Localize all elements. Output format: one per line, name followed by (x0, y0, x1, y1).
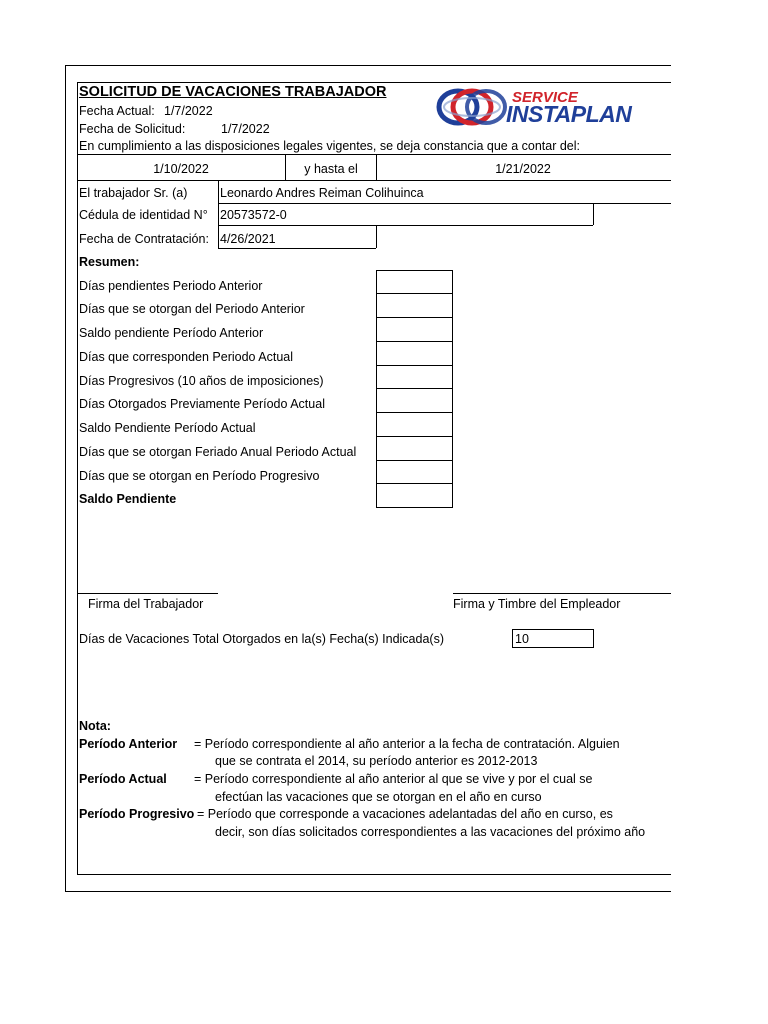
resumen-row-label: Días Otorgados Previamente Período Actual (79, 397, 325, 411)
resumen-value-box[interactable] (376, 317, 453, 342)
trabajador-row-bottom (218, 203, 671, 204)
trabajador-field[interactable]: Leonardo Andres Reiman Colihuinca (220, 186, 424, 200)
periodo-progresivo-text-2: decir, son días solicitados correspondientes a las vacaciones del próximo año (215, 825, 646, 839)
firma-trabajador-label: Firma del Trabajador (88, 597, 204, 611)
periodo-actual-text: = Período correspondiente al año anterior al que se vive y por el cual se (194, 772, 593, 786)
form-frame-bottom (77, 874, 671, 875)
contratacion-field-right (376, 225, 377, 248)
form-frame-left (77, 82, 78, 874)
resumen-value-box[interactable] (376, 365, 453, 389)
cedula-label: Cédula de identidad N° (79, 208, 208, 222)
resumen-value-box[interactable] (376, 412, 453, 437)
periodo-progresivo-label: Período Progresivo (79, 807, 195, 821)
saldo-pendiente-label: Saldo Pendiente (79, 492, 177, 506)
resumen-row-label: Saldo pendiente Período Anterior (79, 326, 264, 340)
date-row-top (77, 154, 671, 155)
saldo-pendiente-box[interactable] (376, 483, 453, 508)
firma-empleador-line (453, 593, 671, 594)
fecha-desde-field[interactable]: 1/10/2022 (153, 162, 209, 176)
periodo-progresivo-text: = Período que corresponde a vacaciones adelantadas del año en curso, es (197, 807, 613, 821)
fecha-actual-value: 1/7/2022 (164, 104, 213, 118)
periodo-actual-label: Período Actual (79, 772, 167, 786)
outer-frame-top (65, 65, 671, 66)
form-title: SOLICITUD DE VACACIONES TRABAJADOR (79, 84, 387, 100)
trabajador-label: El trabajador Sr. (a) (79, 186, 188, 200)
fecha-solicitud-label: Fecha de Solicitud: (79, 122, 186, 136)
resumen-row-label: Días Progresivos (10 años de imposiciones) (79, 374, 324, 388)
resumen-value-box[interactable] (376, 293, 453, 318)
contratacion-label: Fecha de Contratación: (79, 232, 209, 246)
form-frame-top (77, 82, 671, 83)
periodo-anterior-text-2: que se contrata el 2014, su período anterior es 2012-2013 (215, 754, 538, 768)
resumen-value-box[interactable] (376, 270, 453, 294)
periodo-anterior-label: Período Anterior (79, 737, 178, 751)
resumen-row-label: Días pendientes Periodo Anterior (79, 279, 263, 293)
cedula-field-right (593, 203, 594, 225)
resumen-row-label: Días que corresponden Periodo Actual (79, 350, 294, 364)
trabajador-field-left (218, 180, 219, 203)
resumen-row-label: Días que se otorgan Feriado Anual Periodo Actual (79, 445, 357, 459)
resumen-row-label: Días que se otorgan del Periodo Anterior (79, 302, 305, 316)
resumen-row-label: Días que se otorgan en Período Progresivo (79, 469, 320, 483)
contratacion-field[interactable]: 4/26/2021 (220, 232, 276, 246)
resumen-value-box[interactable] (376, 460, 453, 484)
logo-text-instaplan: INSTAPLAN (506, 101, 632, 127)
outer-frame-left (65, 65, 66, 891)
cedula-field-left (218, 203, 219, 225)
total-dias-value: 10 (515, 632, 529, 646)
resumen-value-box[interactable] (376, 341, 453, 366)
date-row-bottom (77, 180, 671, 181)
outer-frame-bottom (65, 891, 671, 892)
periodo-anterior-text: = Período correspondiente al año anterior a la fecha de contratación. Alguien (194, 737, 620, 751)
cedula-field-bottom (218, 225, 593, 226)
periodo-actual-text-2: efectúan las vacaciones que se otorgan en el año en curso (215, 790, 542, 804)
fecha-hasta-field[interactable]: 1/21/2022 (495, 162, 551, 176)
fecha-actual-label: Fecha Actual: (79, 104, 155, 118)
resumen-value-box[interactable] (376, 388, 453, 413)
firma-trabajador-line (77, 593, 218, 594)
resumen-row-label: Saldo Pendiente Período Actual (79, 421, 256, 435)
hasta-label: y hasta el (304, 162, 358, 176)
logo-text-service: SERVICE (512, 89, 578, 106)
firma-empleador-label: Firma y Timbre del Empleador (453, 597, 621, 611)
nota-heading: Nota: (79, 719, 111, 733)
total-dias-label: Días de Vacaciones Total Otorgados en la(s) Fecha(s) Indicada(s) (79, 632, 444, 646)
cumplimiento-text: En cumplimiento a las disposiciones legales vigentes, se deja constancia que a contar del: (79, 139, 580, 153)
contratacion-field-left (218, 225, 219, 248)
resumen-value-box[interactable] (376, 436, 453, 461)
fecha-solicitud-value: 1/7/2022 (221, 122, 270, 136)
resumen-heading: Resumen: (79, 255, 140, 269)
contratacion-field-bottom (218, 248, 376, 249)
cedula-field[interactable]: 20573572-0 (220, 208, 287, 222)
